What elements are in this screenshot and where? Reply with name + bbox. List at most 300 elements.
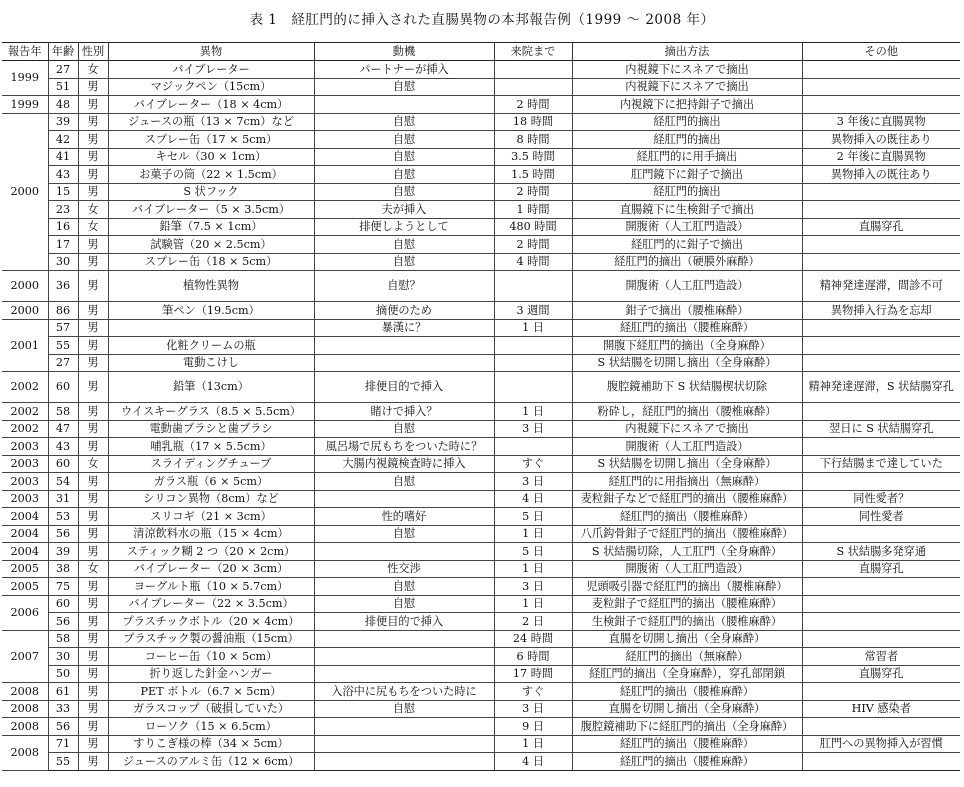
age-cell: 60 <box>48 595 78 613</box>
method-cell: 経肛門的摘出（無麻酔） <box>572 648 802 666</box>
motive-cell <box>314 735 494 753</box>
other-cell <box>802 236 960 254</box>
table-row <box>2 508 960 526</box>
year-cell: 2005 <box>2 578 48 596</box>
arrival-cell <box>494 372 572 403</box>
sex-cell: 女 <box>78 201 108 219</box>
sex-cell: 男 <box>78 473 108 491</box>
arrival-cell: 1 時間 <box>494 201 572 219</box>
other-cell <box>802 630 960 648</box>
year-cell: 2000 <box>2 113 48 271</box>
method-cell: 経肛門的摘出（腰椎麻酔） <box>572 683 802 701</box>
sex-cell: 男 <box>78 490 108 508</box>
arrival-cell: 3 日 <box>494 700 572 718</box>
age-cell: 51 <box>48 78 78 96</box>
method-cell: 経肛門的に鉗子で摘出 <box>572 236 802 254</box>
object-cell: ウイスキーグラス（8.5 × 5.5cm） <box>108 403 314 421</box>
other-cell <box>802 683 960 701</box>
arrival-cell: 2 時間 <box>494 183 572 201</box>
arrival-cell: 1 日 <box>494 735 572 753</box>
method-cell: 開腹術（人工肛門造設） <box>572 560 802 578</box>
sex-cell: 男 <box>78 683 108 701</box>
sex-cell: 男 <box>78 595 108 613</box>
motive-cell <box>314 96 494 114</box>
method-cell: 八爪鈎骨鉗子で経肛門的摘出（腰椎麻酔） <box>572 525 802 543</box>
method-cell: 経肛門的摘出（全身麻酔），穿孔部閉鎖 <box>572 665 802 683</box>
table-row <box>2 319 960 337</box>
method-cell: 開腹術（人工肛門造設） <box>572 271 802 302</box>
other-cell <box>802 319 960 337</box>
sex-cell: 男 <box>78 253 108 271</box>
method-cell: 経肛門的に用手摘出 <box>572 148 802 166</box>
arrival-cell: 3 週間 <box>494 302 572 320</box>
object-cell: スティック糊 2 つ（20 × 2cm） <box>108 543 314 561</box>
age-cell: 75 <box>48 578 78 596</box>
table-row <box>2 455 960 473</box>
motive-cell: 自慰 <box>314 113 494 131</box>
header-object: 異物 <box>108 43 314 61</box>
age-cell: 39 <box>48 113 78 131</box>
other-cell <box>802 438 960 456</box>
table-row <box>2 271 960 302</box>
method-cell: 経肛門的摘出（腰椎麻酔） <box>572 753 802 771</box>
header-motive: 動機 <box>314 43 494 61</box>
object-cell: 植物性異物 <box>108 271 314 302</box>
other-cell: 異物挿入行為を忘却 <box>802 302 960 320</box>
other-cell: 直腸穿孔 <box>802 560 960 578</box>
method-cell: 経肛門的摘出 <box>572 113 802 131</box>
motive-cell <box>314 490 494 508</box>
arrival-cell: 1 日 <box>494 560 572 578</box>
motive-cell: 自慰 <box>314 253 494 271</box>
motive-cell: 自慰 <box>314 700 494 718</box>
age-cell: 39 <box>48 543 78 561</box>
method-cell: 粉砕し，経肛門的摘出（腰椎麻酔） <box>572 403 802 421</box>
year-cell: 2002 <box>2 403 48 421</box>
sex-cell: 男 <box>78 508 108 526</box>
arrival-cell: 2 時間 <box>494 236 572 254</box>
sex-cell: 男 <box>78 403 108 421</box>
other-cell: HIV 感染者 <box>802 700 960 718</box>
table-row <box>2 183 960 201</box>
method-cell: 内視鏡下に把持鉗子で摘出 <box>572 96 802 114</box>
motive-cell <box>314 753 494 771</box>
other-cell <box>802 354 960 372</box>
other-cell <box>802 718 960 736</box>
object-cell: 筆ペン（19.5cm） <box>108 302 314 320</box>
year-cell: 2006 <box>2 595 48 630</box>
motive-cell: 自慰？ <box>314 271 494 302</box>
arrival-cell: 2 時間 <box>494 96 572 114</box>
table-row <box>2 354 960 372</box>
sex-cell: 男 <box>78 753 108 771</box>
object-cell: コーヒー缶（10 × 5cm） <box>108 648 314 666</box>
year-cell: 2007 <box>2 630 48 683</box>
method-cell: 麦粒鉗子などで経肛門的摘出（腰椎麻酔） <box>572 490 802 508</box>
method-cell: S 状結腸を切開し摘出（全身麻酔） <box>572 455 802 473</box>
motive-cell: 自慰 <box>314 525 494 543</box>
other-cell: 肛門への異物挿入が習慣 <box>802 735 960 753</box>
method-cell: 内視鏡下にスネアで摘出 <box>572 420 802 438</box>
header-arrival: 来院まで <box>494 43 572 61</box>
sex-cell: 男 <box>78 438 108 456</box>
method-cell: 開腹術（人工肛門造設） <box>572 218 802 236</box>
table-row <box>2 578 960 596</box>
motive-cell: 暴漢に？ <box>314 319 494 337</box>
table-row <box>2 700 960 718</box>
age-cell: 36 <box>48 271 78 302</box>
age-cell: 16 <box>48 218 78 236</box>
age-cell: 43 <box>48 166 78 184</box>
arrival-cell <box>494 337 572 355</box>
motive-cell: 自慰 <box>314 420 494 438</box>
age-cell: 50 <box>48 665 78 683</box>
sex-cell: 男 <box>78 302 108 320</box>
other-cell <box>802 595 960 613</box>
motive-cell: 風呂場で尻もちをついた時に？ <box>314 438 494 456</box>
object-cell: マジックペン（15cm） <box>108 78 314 96</box>
age-cell: 71 <box>48 735 78 753</box>
motive-cell <box>314 354 494 372</box>
age-cell: 42 <box>48 131 78 149</box>
table-row <box>2 166 960 184</box>
arrival-cell: 1.5 時間 <box>494 166 572 184</box>
sex-cell: 男 <box>78 735 108 753</box>
motive-cell: 大腸内視鏡検査時に挿入 <box>314 455 494 473</box>
motive-cell: 夫が挿入 <box>314 201 494 219</box>
year-cell: 2004 <box>2 543 48 561</box>
table-row <box>2 96 960 114</box>
sex-cell: 男 <box>78 648 108 666</box>
header-method: 摘出方法 <box>572 43 802 61</box>
age-cell: 41 <box>48 148 78 166</box>
table-row <box>2 613 960 631</box>
table-row <box>2 61 960 79</box>
object-cell: お菓子の筒（22 × 1.5cm） <box>108 166 314 184</box>
sex-cell: 男 <box>78 148 108 166</box>
sex-cell: 男 <box>78 578 108 596</box>
header-year: 報告年 <box>2 43 48 61</box>
method-cell: 鉗子で摘出（腰椎麻酔） <box>572 302 802 320</box>
motive-cell <box>314 718 494 736</box>
table-row <box>2 148 960 166</box>
object-cell: 電動こけし <box>108 354 314 372</box>
sex-cell: 男 <box>78 525 108 543</box>
object-cell <box>108 319 314 337</box>
sex-cell: 男 <box>78 337 108 355</box>
method-cell: 腹腔鏡補助下に経肛門的摘出（全身麻酔） <box>572 718 802 736</box>
arrival-cell <box>494 354 572 372</box>
object-cell: 試験管（20 × 2.5cm） <box>108 236 314 254</box>
arrival-cell <box>494 78 572 96</box>
motive-cell: 摘便のため <box>314 302 494 320</box>
other-cell: 直腸穿孔 <box>802 218 960 236</box>
method-cell: 経肛門的摘出 <box>572 131 802 149</box>
other-cell: 常習者 <box>802 648 960 666</box>
arrival-cell: 3 日 <box>494 578 572 596</box>
object-cell: ガラス瓶（6 × 5cm） <box>108 473 314 491</box>
object-cell: 化粧クリームの瓶 <box>108 337 314 355</box>
sex-cell: 男 <box>78 700 108 718</box>
object-cell: 鉛筆（7.5 × 1cm） <box>108 218 314 236</box>
year-cell: 2000 <box>2 271 48 302</box>
table-row <box>2 113 960 131</box>
sex-cell: 男 <box>78 271 108 302</box>
sex-cell: 女 <box>78 218 108 236</box>
arrival-cell: 3 日 <box>494 420 572 438</box>
other-cell <box>802 337 960 355</box>
table-row <box>2 302 960 320</box>
age-cell: 43 <box>48 438 78 456</box>
sex-cell: 女 <box>78 61 108 79</box>
age-cell: 38 <box>48 560 78 578</box>
year-cell: 2003 <box>2 473 48 491</box>
sex-cell: 男 <box>78 543 108 561</box>
age-cell: 56 <box>48 525 78 543</box>
other-cell <box>802 61 960 79</box>
motive-cell: 排便目的で挿入 <box>314 613 494 631</box>
object-cell: スリコギ（21 × 3cm） <box>108 508 314 526</box>
object-cell: ヨーグルト瓶（10 × 5.7cm） <box>108 578 314 596</box>
arrival-cell: 6 時間 <box>494 648 572 666</box>
motive-cell: 性交渉 <box>314 560 494 578</box>
arrival-cell: 1 日 <box>494 595 572 613</box>
table-header <box>2 43 960 61</box>
object-cell: 鉛筆（13cm） <box>108 372 314 403</box>
other-cell: 下行結腸まで達していた <box>802 455 960 473</box>
motive-cell: パートナーが挿入 <box>314 61 494 79</box>
table-row <box>2 718 960 736</box>
object-cell: バイブレーター（5 × 3.5cm） <box>108 201 314 219</box>
other-cell <box>802 525 960 543</box>
other-cell: 同性愛者 <box>802 508 960 526</box>
age-cell: 61 <box>48 683 78 701</box>
object-cell: キセル（30 × 1cm） <box>108 148 314 166</box>
other-cell: 3 年後に直腸異物 <box>802 113 960 131</box>
sex-cell: 男 <box>78 372 108 403</box>
arrival-cell: 1 日 <box>494 525 572 543</box>
age-cell: 27 <box>48 354 78 372</box>
sex-cell: 女 <box>78 560 108 578</box>
other-cell: 翌日に S 状結腸穿孔 <box>802 420 960 438</box>
other-cell <box>802 78 960 96</box>
table-row <box>2 683 960 701</box>
arrival-cell: 5 日 <box>494 508 572 526</box>
header-age: 年齢 <box>48 43 78 61</box>
method-cell: 直腸を切開し摘出（全身麻酔） <box>572 700 802 718</box>
motive-cell: 自慰 <box>314 131 494 149</box>
table-row <box>2 595 960 613</box>
other-cell <box>802 403 960 421</box>
arrival-cell: 2 日 <box>494 613 572 631</box>
age-cell: 15 <box>48 183 78 201</box>
sex-cell: 男 <box>78 183 108 201</box>
arrival-cell: 3.5 時間 <box>494 148 572 166</box>
age-cell: 57 <box>48 319 78 337</box>
year-cell: 2008 <box>2 700 48 718</box>
motive-cell: 自慰 <box>314 166 494 184</box>
age-cell: 55 <box>48 753 78 771</box>
method-cell: 内視鏡下にスネアで摘出 <box>572 61 802 79</box>
age-cell: 48 <box>48 96 78 114</box>
age-cell: 58 <box>48 630 78 648</box>
table-row <box>2 735 960 753</box>
method-cell: 開腹術（人工肛門造設） <box>572 438 802 456</box>
table-row <box>2 78 960 96</box>
method-cell: 腹腔鏡補助下 S 状結腸楔状切除 <box>572 372 802 403</box>
sex-cell: 男 <box>78 78 108 96</box>
object-cell: バイブレーター（18 × 4cm） <box>108 96 314 114</box>
table-row <box>2 473 960 491</box>
year-cell: 2008 <box>2 683 48 701</box>
age-cell: 56 <box>48 718 78 736</box>
table-row <box>2 337 960 355</box>
table-row <box>2 403 960 421</box>
method-cell: 肛門鏡下に鉗子で摘出 <box>572 166 802 184</box>
age-cell: 58 <box>48 403 78 421</box>
sex-cell: 男 <box>78 420 108 438</box>
arrival-cell: 24 時間 <box>494 630 572 648</box>
age-cell: 56 <box>48 613 78 631</box>
table-row <box>2 665 960 683</box>
header-sex: 性別 <box>78 43 108 61</box>
age-cell: 23 <box>48 201 78 219</box>
object-cell: ジュースのアルミ缶（12 × 6cm） <box>108 753 314 771</box>
object-cell: PET ボトル（6.7 × 5cm） <box>108 683 314 701</box>
arrival-cell: 5 日 <box>494 543 572 561</box>
age-cell: 47 <box>48 420 78 438</box>
year-cell: 2005 <box>2 560 48 578</box>
sex-cell: 男 <box>78 354 108 372</box>
motive-cell: 自慰 <box>314 578 494 596</box>
other-cell: 2 年後に直腸異物 <box>802 148 960 166</box>
arrival-cell <box>494 61 572 79</box>
other-cell <box>802 613 960 631</box>
sex-cell: 男 <box>78 96 108 114</box>
object-cell: ガラスコップ（破損していた） <box>108 700 314 718</box>
age-cell: 31 <box>48 490 78 508</box>
arrival-cell: 17 時間 <box>494 665 572 683</box>
object-cell: すりこぎ様の棒（34 × 5cm） <box>108 735 314 753</box>
table-body <box>2 61 960 771</box>
sex-cell: 男 <box>78 166 108 184</box>
motive-cell: 性的嗜好 <box>314 508 494 526</box>
method-cell: 内視鏡下にスネアで摘出 <box>572 78 802 96</box>
object-cell: 哺乳瓶（17 × 5.5cm） <box>108 438 314 456</box>
table-row <box>2 438 960 456</box>
table-row <box>2 630 960 648</box>
object-cell: ローソク（15 × 6.5cm） <box>108 718 314 736</box>
year-cell: 2000 <box>2 302 48 320</box>
arrival-cell: 3 日 <box>494 473 572 491</box>
table-row <box>2 420 960 438</box>
table-caption: 表 1 経肛門的に挿入された直腸異物の本邦報告例（1999 ～ 2008 年） <box>249 12 715 28</box>
arrival-cell: 1 日 <box>494 319 572 337</box>
object-cell: ジュースの瓶（13 × 7cm）など <box>108 113 314 131</box>
object-cell: プラスチック製の醤油瓶（15cm） <box>108 630 314 648</box>
sex-cell: 女 <box>78 455 108 473</box>
arrival-cell: すぐ <box>494 683 572 701</box>
object-cell: バイブレーター（20 × 3cm） <box>108 560 314 578</box>
object-cell: スライディングチューブ <box>108 455 314 473</box>
sex-cell: 男 <box>78 665 108 683</box>
object-cell: スプレー缶（17 × 5cm） <box>108 131 314 149</box>
method-cell: 経肛門的摘出（腰椎麻酔） <box>572 508 802 526</box>
motive-cell: 入浴中に尻もちをついた時に <box>314 683 494 701</box>
table-row <box>2 543 960 561</box>
object-cell: 電動歯ブラシと歯ブラシ <box>108 420 314 438</box>
table-row <box>2 236 960 254</box>
method-cell: S 状結腸切除，人工肛門（全身麻酔） <box>572 543 802 561</box>
sex-cell: 男 <box>78 319 108 337</box>
year-cell: 2003 <box>2 438 48 456</box>
method-cell: 児頭吸引器で経肛門的摘出（腰椎麻酔） <box>572 578 802 596</box>
age-cell: 27 <box>48 61 78 79</box>
sex-cell: 男 <box>78 113 108 131</box>
method-cell: 経肛門的摘出 <box>572 183 802 201</box>
age-cell: 86 <box>48 302 78 320</box>
other-cell <box>802 183 960 201</box>
other-cell: 異物挿入の既往あり <box>802 166 960 184</box>
motive-cell: 自慰 <box>314 148 494 166</box>
object-cell: 折り返した針金ハンガー <box>108 665 314 683</box>
age-cell: 17 <box>48 236 78 254</box>
sex-cell: 男 <box>78 630 108 648</box>
motive-cell <box>314 543 494 561</box>
year-cell: 2004 <box>2 508 48 526</box>
table-row <box>2 525 960 543</box>
age-cell: 60 <box>48 455 78 473</box>
method-cell: 直腸を切開し摘出（全身麻酔） <box>572 630 802 648</box>
other-cell: 精神発達遅滞，間診不可 <box>802 271 960 302</box>
age-cell: 30 <box>48 253 78 271</box>
sex-cell: 男 <box>78 613 108 631</box>
age-cell: 54 <box>48 473 78 491</box>
arrival-cell: 1 日 <box>494 403 572 421</box>
motive-cell <box>314 648 494 666</box>
table-row <box>2 218 960 236</box>
other-cell <box>802 253 960 271</box>
method-cell: 経肛門的に用指摘出（無麻酔） <box>572 473 802 491</box>
other-cell: 異物挿入の既往あり <box>802 131 960 149</box>
arrival-cell: 18 時間 <box>494 113 572 131</box>
motive-cell <box>314 665 494 683</box>
other-cell: 精神発達遅滞，S 状結腸穿孔 <box>802 372 960 403</box>
method-cell: 開腹下経肛門的摘出（全身麻酔） <box>572 337 802 355</box>
arrival-cell: 4 日 <box>494 753 572 771</box>
motive-cell <box>314 337 494 355</box>
year-cell: 2003 <box>2 490 48 508</box>
object-cell: バイブレーター <box>108 61 314 79</box>
sex-cell: 男 <box>78 718 108 736</box>
method-cell: 直腸鏡下に生検鉗子で摘出 <box>572 201 802 219</box>
other-cell: 同性愛者？ <box>802 490 960 508</box>
age-cell: 55 <box>48 337 78 355</box>
method-cell: S 状結腸を切開し摘出（全身麻酔） <box>572 354 802 372</box>
other-cell: 直腸穿孔 <box>802 665 960 683</box>
sex-cell: 男 <box>78 236 108 254</box>
year-cell: 2008 <box>2 735 48 770</box>
year-cell: 2001 <box>2 319 48 372</box>
table-row <box>2 490 960 508</box>
other-cell <box>802 753 960 771</box>
year-cell: 2008 <box>2 718 48 736</box>
table-row <box>2 372 960 403</box>
age-cell: 30 <box>48 648 78 666</box>
method-cell: 経肛門的摘出（腰椎麻酔） <box>572 735 802 753</box>
method-cell: 麦粒鉗子で経肛門的摘出（腰椎麻酔） <box>572 595 802 613</box>
arrival-cell: 4 日 <box>494 490 572 508</box>
